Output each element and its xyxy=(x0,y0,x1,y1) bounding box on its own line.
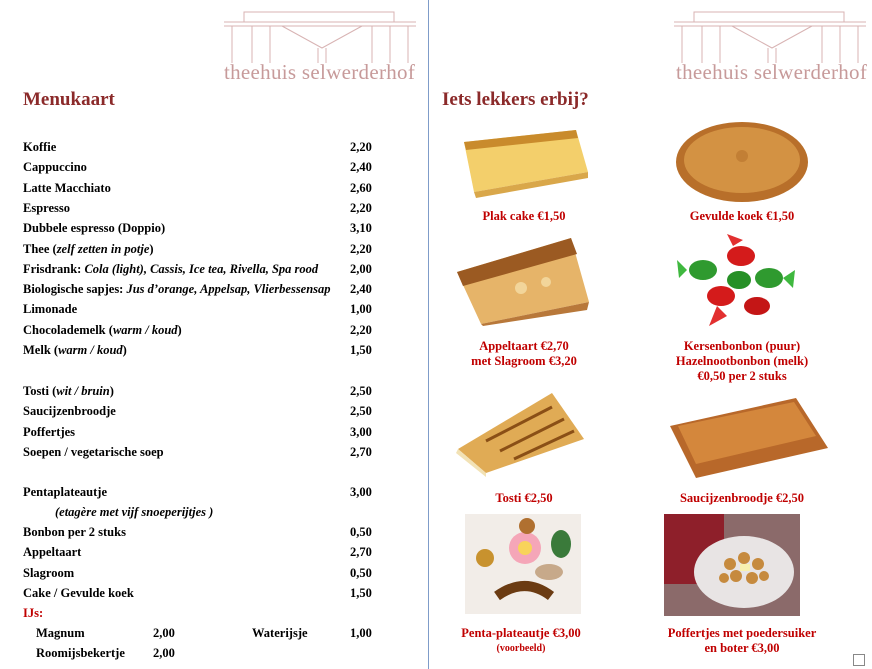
saucijzenbroodje-image xyxy=(666,392,832,482)
gevulde-koek-image xyxy=(674,118,810,204)
bonbon-image xyxy=(677,230,797,330)
item-caption: Gevulde koek €1,50 xyxy=(689,209,795,223)
item-name: Biologische sapjes: Jus d’orange, Appelsap, Vlierbessensap xyxy=(23,282,331,297)
item-price: 2,60 xyxy=(350,180,372,195)
item-name: Slagroom xyxy=(23,565,75,580)
building-logo-right xyxy=(672,8,868,64)
item-name: Appeltaart xyxy=(23,545,82,560)
item-caption: Kersenbonbon (puur) Hazelnootbonbon (melk) €0,50 per 2 stuks xyxy=(675,339,809,383)
item-caption: Appeltaart €2,70 met Slagroom €3,20 xyxy=(471,339,577,368)
drink-row xyxy=(23,221,375,241)
page-corner-checkbox xyxy=(853,654,865,666)
drink-row xyxy=(23,343,375,363)
item-name: Frisdrank: Cola (light), Cassis, Ice tea, Rivella, Spa rood xyxy=(23,261,319,276)
drink-row xyxy=(23,242,375,262)
cake-slice-image xyxy=(456,122,592,200)
drink-row xyxy=(23,302,375,322)
logo-text-left: theehuis selwerderhof xyxy=(224,60,416,84)
item-price: 3,00 xyxy=(350,485,372,499)
item-name: Tosti (wit / bruin) xyxy=(23,384,114,398)
item-name: Soepen / vegetarische soep xyxy=(23,444,164,459)
drink-row xyxy=(23,160,375,180)
item-name: Latte Macchiato xyxy=(23,180,111,195)
page-divider xyxy=(428,0,429,669)
menu-title: Menukaart xyxy=(23,89,115,110)
drink-row xyxy=(23,282,375,302)
ijs-roomijs-price: 2,00 xyxy=(153,646,175,660)
item-price: 3,10 xyxy=(350,221,372,236)
item-name: Pentaplateautje xyxy=(23,485,108,499)
sweet-row xyxy=(23,545,375,565)
item-name: Poffertjes xyxy=(23,424,76,439)
item-price: 2,70 xyxy=(350,444,372,459)
ijs-label: IJs: xyxy=(23,606,44,620)
drink-row xyxy=(23,262,375,282)
item-caption: Saucijzenbroodje €2,50 xyxy=(679,491,805,505)
item-name: Melk (warm / koud) xyxy=(23,343,127,357)
item-caption: Poffertjes met poedersuiker en boter €3,00 xyxy=(667,626,817,655)
tosti-image xyxy=(456,389,586,477)
item-price: 1,50 xyxy=(350,585,372,600)
item-price: 2,20 xyxy=(350,322,372,337)
item-name: Cake / Gevulde koek xyxy=(23,585,134,600)
drink-row xyxy=(23,201,375,221)
item-price: 2,40 xyxy=(350,282,372,297)
item-name: Thee (zelf zetten in potje) xyxy=(23,241,154,256)
snack-row xyxy=(23,445,375,465)
ijs-magnum: Magnum xyxy=(36,626,85,640)
item-price: 3,00 xyxy=(350,424,372,439)
pentaplate-row xyxy=(23,485,375,505)
sweet-row xyxy=(23,566,375,586)
ijs-waterijsje-price: 1,00 xyxy=(350,626,372,640)
item-name: Koffie xyxy=(23,140,57,154)
drink-row xyxy=(23,140,375,160)
item-name: Espresso xyxy=(23,200,71,215)
item-caption: Penta-plateautje €3,00 (voorbeeld) xyxy=(461,626,581,654)
drink-row xyxy=(23,181,375,201)
penta-plateautje-image xyxy=(465,514,581,614)
item-name: Saucijzenbroodje xyxy=(23,404,116,419)
item-price: 2,40 xyxy=(350,160,372,175)
item-name: Dubbele espresso (Doppio) xyxy=(23,221,166,236)
snack-row xyxy=(23,404,375,424)
item-caption: Tosti €2,50 xyxy=(495,491,553,505)
ijs-roomijs: Roomijsbekertje xyxy=(36,646,125,660)
building-logo-left xyxy=(222,8,418,64)
item-name: Bonbon per 2 stuks xyxy=(23,525,126,539)
snack-row xyxy=(23,384,375,404)
ijs-waterijsje: Waterijsje xyxy=(252,626,308,640)
item-price: 0,50 xyxy=(350,525,372,539)
item-price: 2,50 xyxy=(350,384,372,398)
drink-row xyxy=(23,323,375,343)
item-price: 0,50 xyxy=(350,565,372,580)
item-name: Cappuccino xyxy=(23,160,87,175)
item-price: 2,70 xyxy=(350,545,372,560)
item-price: 1,50 xyxy=(350,343,372,357)
item-price: 2,50 xyxy=(350,404,372,419)
item-price: 2,00 xyxy=(350,261,372,276)
item-price: 1,00 xyxy=(350,302,372,317)
item-price: 2,20 xyxy=(350,200,372,215)
snack-row xyxy=(23,425,375,445)
sweet-row xyxy=(23,586,375,606)
sweet-row xyxy=(23,525,375,545)
logo-text-right: theehuis selwerderhof xyxy=(676,60,868,84)
item-price: 2,20 xyxy=(350,241,372,256)
poffertjes-image xyxy=(664,514,800,616)
item-price: 2,20 xyxy=(350,140,372,154)
ijs-magnum-price: 2,00 xyxy=(153,626,175,640)
item-caption: Plak cake €1,50 xyxy=(482,209,566,223)
item-name: Chocolademelk (warm / koud) xyxy=(23,322,182,337)
item-name: Limonade xyxy=(23,302,78,317)
extras-title: Iets lekkers erbij? xyxy=(442,89,589,110)
pentaplate-note: (etagère met vijf snoeperijtjes ) xyxy=(55,505,214,519)
appeltaart-image xyxy=(451,232,595,326)
